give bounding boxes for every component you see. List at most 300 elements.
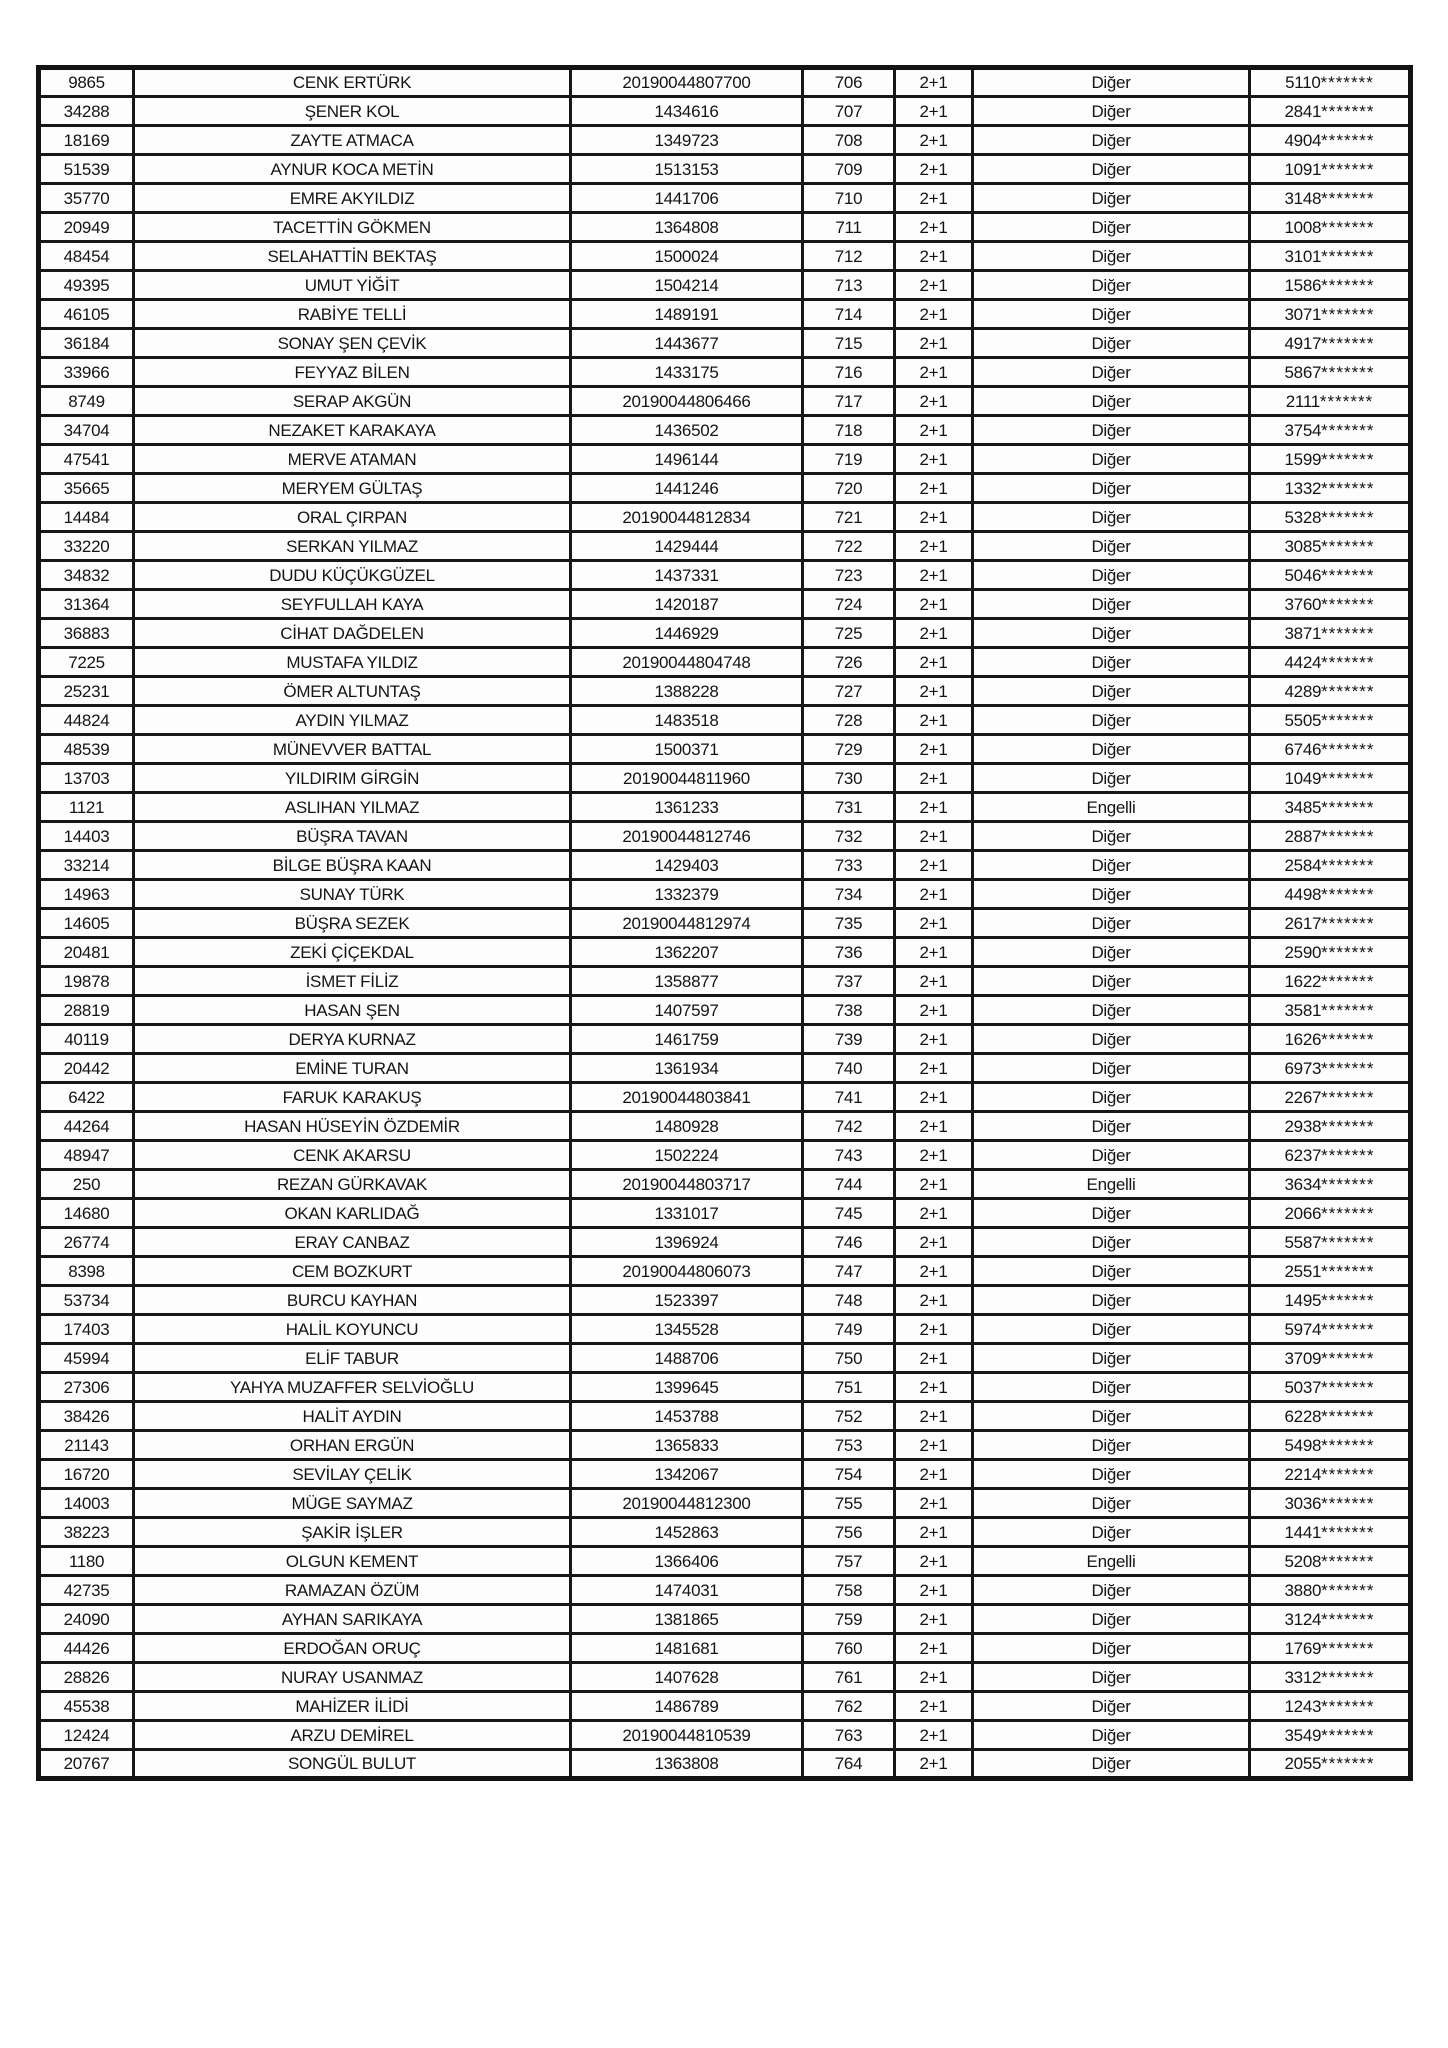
draw-order-cell: 720 bbox=[803, 474, 895, 503]
masked-id-cell: 4424******* bbox=[1250, 648, 1411, 677]
unit-type-cell: 2+1 bbox=[895, 1170, 973, 1199]
applicant-no-cell: 48454 bbox=[39, 242, 134, 271]
table-row bbox=[39, 1547, 1411, 1576]
application-no-cell: 1488706 bbox=[571, 1344, 803, 1373]
applicant-no-cell: 34704 bbox=[39, 416, 134, 445]
masked-digits: ******* bbox=[1321, 217, 1375, 237]
unit-type-cell: 2+1 bbox=[895, 242, 973, 271]
table-row bbox=[39, 474, 1411, 503]
applicant-no-cell: 27306 bbox=[39, 1373, 134, 1402]
masked-id-cell: 5498******* bbox=[1250, 1431, 1411, 1460]
application-no-cell: 1420187 bbox=[571, 590, 803, 619]
applicant-no-cell: 33220 bbox=[39, 532, 134, 561]
applicant-no-cell: 9865 bbox=[39, 68, 134, 97]
unit-type-cell: 2+1 bbox=[895, 1576, 973, 1605]
table-row bbox=[39, 358, 1411, 387]
masked-id-cell: 6746******* bbox=[1250, 735, 1411, 764]
application-no-cell: 1486789 bbox=[571, 1692, 803, 1721]
application-no-cell: 1500024 bbox=[571, 242, 803, 271]
unit-type-cell: 2+1 bbox=[895, 1141, 973, 1170]
applicant-name-cell: SEYFULLAH KAYA bbox=[134, 590, 571, 619]
draw-order-cell: 730 bbox=[803, 764, 895, 793]
unit-type-cell: 2+1 bbox=[895, 184, 973, 213]
draw-order-cell: 719 bbox=[803, 445, 895, 474]
category-cell: Diğer bbox=[973, 1692, 1250, 1721]
masked-id-cell: 3634******* bbox=[1250, 1170, 1411, 1199]
masked-id-cell: 3085******* bbox=[1250, 532, 1411, 561]
applicant-name-cell: MUSTAFA YILDIZ bbox=[134, 648, 571, 677]
application-no-cell: 1381865 bbox=[571, 1605, 803, 1634]
unit-type-cell: 2+1 bbox=[895, 1373, 973, 1402]
applicant-no-cell: 1180 bbox=[39, 1547, 134, 1576]
masked-digits: ******* bbox=[1321, 1203, 1375, 1223]
draw-order-cell: 709 bbox=[803, 155, 895, 184]
unit-type-cell: 2+1 bbox=[895, 1547, 973, 1576]
masked-id-cell: 1332******* bbox=[1250, 474, 1411, 503]
masked-digits: ******* bbox=[1321, 1493, 1375, 1513]
applicant-name-cell: SERAP AKGÜN bbox=[134, 387, 571, 416]
draw-order-cell: 721 bbox=[803, 503, 895, 532]
table-row bbox=[39, 1344, 1411, 1373]
masked-id-cell: 3754******* bbox=[1250, 416, 1411, 445]
application-no-cell: 1429444 bbox=[571, 532, 803, 561]
applicant-name-cell: MERYEM GÜLTAŞ bbox=[134, 474, 571, 503]
category-cell: Diğer bbox=[973, 184, 1250, 213]
draw-order-cell: 760 bbox=[803, 1634, 895, 1663]
masked-id-cell: 2111******* bbox=[1250, 387, 1411, 416]
applicant-no-cell: 28819 bbox=[39, 996, 134, 1025]
masked-id-cell: 5974******* bbox=[1250, 1315, 1411, 1344]
table-row bbox=[39, 590, 1411, 619]
applicant-no-cell: 24090 bbox=[39, 1605, 134, 1634]
applicant-no-cell: 6422 bbox=[39, 1083, 134, 1112]
category-cell: Diğer bbox=[973, 242, 1250, 271]
application-no-cell: 1407628 bbox=[571, 1663, 803, 1692]
table-row bbox=[39, 561, 1411, 590]
applicant-name-cell: OLGUN KEMENT bbox=[134, 1547, 571, 1576]
unit-type-cell: 2+1 bbox=[895, 300, 973, 329]
table-row bbox=[39, 648, 1411, 677]
category-cell: Diğer bbox=[973, 1663, 1250, 1692]
masked-id-cell: 3148******* bbox=[1250, 184, 1411, 213]
masked-id-cell: 3312******* bbox=[1250, 1663, 1411, 1692]
draw-order-cell: 755 bbox=[803, 1489, 895, 1518]
unit-type-cell: 2+1 bbox=[895, 271, 973, 300]
unit-type-cell: 2+1 bbox=[895, 764, 973, 793]
unit-type-cell: 2+1 bbox=[895, 590, 973, 619]
masked-id-cell: 2584******* bbox=[1250, 851, 1411, 880]
masked-id-cell: 2214******* bbox=[1250, 1460, 1411, 1489]
applicant-no-cell: 12424 bbox=[39, 1721, 134, 1750]
applicant-name-cell: MÜGE SAYMAZ bbox=[134, 1489, 571, 1518]
unit-type-cell: 2+1 bbox=[895, 213, 973, 242]
draw-order-cell: 752 bbox=[803, 1402, 895, 1431]
draw-order-cell: 764 bbox=[803, 1750, 895, 1779]
category-cell: Diğer bbox=[973, 1083, 1250, 1112]
unit-type-cell: 2+1 bbox=[895, 1025, 973, 1054]
table-row bbox=[39, 1228, 1411, 1257]
masked-digits: ******* bbox=[1321, 681, 1375, 701]
draw-order-cell: 741 bbox=[803, 1083, 895, 1112]
draw-order-cell: 759 bbox=[803, 1605, 895, 1634]
application-no-cell: 1441246 bbox=[571, 474, 803, 503]
category-cell: Diğer bbox=[973, 648, 1250, 677]
unit-type-cell: 2+1 bbox=[895, 851, 973, 880]
application-no-cell: 20190044812834 bbox=[571, 503, 803, 532]
application-no-cell: 1407597 bbox=[571, 996, 803, 1025]
unit-type-cell: 2+1 bbox=[895, 1605, 973, 1634]
applicant-no-cell: 20442 bbox=[39, 1054, 134, 1083]
draw-order-cell: 711 bbox=[803, 213, 895, 242]
masked-digits: ******* bbox=[1321, 1319, 1375, 1339]
unit-type-cell: 2+1 bbox=[895, 1083, 973, 1112]
application-no-cell: 1364808 bbox=[571, 213, 803, 242]
masked-digits: ******* bbox=[1321, 1609, 1375, 1629]
unit-type-cell: 2+1 bbox=[895, 1634, 973, 1663]
masked-digits: ******* bbox=[1321, 536, 1375, 556]
masked-digits: ******* bbox=[1321, 942, 1375, 962]
masked-digits: ******* bbox=[1321, 1551, 1375, 1571]
category-cell: Diğer bbox=[973, 1025, 1250, 1054]
application-no-cell: 1480928 bbox=[571, 1112, 803, 1141]
application-no-cell: 20190044812300 bbox=[571, 1489, 803, 1518]
applicant-name-cell: SEVİLAY ÇELİK bbox=[134, 1460, 571, 1489]
applicant-name-cell: FARUK KARAKUŞ bbox=[134, 1083, 571, 1112]
unit-type-cell: 2+1 bbox=[895, 967, 973, 996]
application-no-cell: 1446929 bbox=[571, 619, 803, 648]
table-row bbox=[39, 1170, 1411, 1199]
masked-digits: ******* bbox=[1321, 913, 1375, 933]
unit-type-cell: 2+1 bbox=[895, 68, 973, 97]
category-cell: Diğer bbox=[973, 735, 1250, 764]
masked-id-cell: 1441******* bbox=[1250, 1518, 1411, 1547]
masked-id-cell: 4917******* bbox=[1250, 329, 1411, 358]
application-no-cell: 1474031 bbox=[571, 1576, 803, 1605]
table-row bbox=[39, 1141, 1411, 1170]
masked-digits: ******* bbox=[1321, 971, 1375, 991]
applicant-no-cell: 53734 bbox=[39, 1286, 134, 1315]
applicant-no-cell: 46105 bbox=[39, 300, 134, 329]
applicant-name-cell: ARZU DEMİREL bbox=[134, 1721, 571, 1750]
draw-order-cell: 748 bbox=[803, 1286, 895, 1315]
applicant-name-cell: ASLIHAN YILMAZ bbox=[134, 793, 571, 822]
applicant-name-cell: RABİYE TELLİ bbox=[134, 300, 571, 329]
applicant-name-cell: HALİT AYDIN bbox=[134, 1402, 571, 1431]
draw-order-cell: 745 bbox=[803, 1199, 895, 1228]
category-cell: Diğer bbox=[973, 619, 1250, 648]
unit-type-cell: 2+1 bbox=[895, 416, 973, 445]
draw-order-cell: 713 bbox=[803, 271, 895, 300]
application-no-cell: 1363808 bbox=[571, 1750, 803, 1779]
masked-id-cell: 5046******* bbox=[1250, 561, 1411, 590]
applicant-no-cell: 44824 bbox=[39, 706, 134, 735]
application-no-cell: 1452863 bbox=[571, 1518, 803, 1547]
applicant-no-cell: 51539 bbox=[39, 155, 134, 184]
table-row bbox=[39, 532, 1411, 561]
table-row bbox=[39, 793, 1411, 822]
masked-id-cell: 1008******* bbox=[1250, 213, 1411, 242]
unit-type-cell: 2+1 bbox=[895, 1518, 973, 1547]
unit-type-cell: 2+1 bbox=[895, 1721, 973, 1750]
table-row bbox=[39, 909, 1411, 938]
category-cell: Diğer bbox=[973, 938, 1250, 967]
application-no-cell: 1396924 bbox=[571, 1228, 803, 1257]
table-row bbox=[39, 822, 1411, 851]
masked-digits: ******* bbox=[1321, 362, 1375, 382]
masked-digits: ******* bbox=[1321, 275, 1375, 295]
table-row bbox=[39, 329, 1411, 358]
category-cell: Diğer bbox=[973, 1518, 1250, 1547]
masked-digits: ******* bbox=[1321, 1667, 1375, 1687]
applicant-no-cell: 44426 bbox=[39, 1634, 134, 1663]
draw-order-cell: 740 bbox=[803, 1054, 895, 1083]
draw-order-cell: 717 bbox=[803, 387, 895, 416]
applicant-no-cell: 1121 bbox=[39, 793, 134, 822]
table-row bbox=[39, 1083, 1411, 1112]
masked-id-cell: 1243******* bbox=[1250, 1692, 1411, 1721]
applicant-no-cell: 13703 bbox=[39, 764, 134, 793]
application-no-cell: 20190044806073 bbox=[571, 1257, 803, 1286]
application-no-cell: 20190044804748 bbox=[571, 648, 803, 677]
unit-type-cell: 2+1 bbox=[895, 1431, 973, 1460]
application-no-cell: 1349723 bbox=[571, 126, 803, 155]
application-no-cell: 1496144 bbox=[571, 445, 803, 474]
draw-order-cell: 763 bbox=[803, 1721, 895, 1750]
masked-id-cell: 2055******* bbox=[1250, 1750, 1411, 1779]
application-no-cell: 1504214 bbox=[571, 271, 803, 300]
draw-order-cell: 718 bbox=[803, 416, 895, 445]
draw-order-cell: 726 bbox=[803, 648, 895, 677]
table-row bbox=[39, 503, 1411, 532]
category-cell: Diğer bbox=[973, 271, 1250, 300]
masked-id-cell: 3871******* bbox=[1250, 619, 1411, 648]
application-no-cell: 1358877 bbox=[571, 967, 803, 996]
draw-order-cell: 728 bbox=[803, 706, 895, 735]
draw-order-cell: 710 bbox=[803, 184, 895, 213]
masked-digits: ******* bbox=[1321, 304, 1375, 324]
table-row bbox=[39, 1692, 1411, 1721]
application-no-cell: 20190044803717 bbox=[571, 1170, 803, 1199]
category-cell: Diğer bbox=[973, 1199, 1250, 1228]
table-row bbox=[39, 996, 1411, 1025]
table-row bbox=[39, 155, 1411, 184]
masked-id-cell: 1626******* bbox=[1250, 1025, 1411, 1054]
applicant-no-cell: 14680 bbox=[39, 1199, 134, 1228]
applicant-name-cell: CİHAT DAĞDELEN bbox=[134, 619, 571, 648]
unit-type-cell: 2+1 bbox=[895, 126, 973, 155]
applicant-no-cell: 48947 bbox=[39, 1141, 134, 1170]
masked-id-cell: 3581******* bbox=[1250, 996, 1411, 1025]
table-row bbox=[39, 735, 1411, 764]
application-no-cell: 1433175 bbox=[571, 358, 803, 387]
application-no-cell: 1523397 bbox=[571, 1286, 803, 1315]
masked-digits: ******* bbox=[1321, 884, 1375, 904]
applicant-no-cell: 16720 bbox=[39, 1460, 134, 1489]
applicant-no-cell: 38426 bbox=[39, 1402, 134, 1431]
unit-type-cell: 2+1 bbox=[895, 445, 973, 474]
masked-digits: ******* bbox=[1321, 1029, 1375, 1049]
category-cell: Diğer bbox=[973, 1489, 1250, 1518]
table-row bbox=[39, 1663, 1411, 1692]
table-row bbox=[39, 1721, 1411, 1750]
category-cell: Diğer bbox=[973, 532, 1250, 561]
draw-order-cell: 762 bbox=[803, 1692, 895, 1721]
category-cell: Diğer bbox=[973, 1431, 1250, 1460]
masked-digits: ******* bbox=[1321, 826, 1375, 846]
application-no-cell: 1481681 bbox=[571, 1634, 803, 1663]
applicant-name-cell: MÜNEVVER BATTAL bbox=[134, 735, 571, 764]
category-cell: Diğer bbox=[973, 822, 1250, 851]
draw-order-cell: 743 bbox=[803, 1141, 895, 1170]
table-row bbox=[39, 1402, 1411, 1431]
applicant-name-cell: FEYYAZ BİLEN bbox=[134, 358, 571, 387]
masked-id-cell: 3101******* bbox=[1250, 242, 1411, 271]
unit-type-cell: 2+1 bbox=[895, 1750, 973, 1779]
masked-id-cell: 2617******* bbox=[1250, 909, 1411, 938]
applicant-name-cell: HASAN ŞEN bbox=[134, 996, 571, 1025]
application-no-cell: 20190044812746 bbox=[571, 822, 803, 851]
table-row bbox=[39, 1460, 1411, 1489]
draw-order-cell: 746 bbox=[803, 1228, 895, 1257]
masked-digits: ******* bbox=[1321, 159, 1375, 179]
applicant-name-cell: HALİL KOYUNCU bbox=[134, 1315, 571, 1344]
unit-type-cell: 2+1 bbox=[895, 329, 973, 358]
applicant-no-cell: 34832 bbox=[39, 561, 134, 590]
unit-type-cell: 2+1 bbox=[895, 706, 973, 735]
table-row bbox=[39, 1634, 1411, 1663]
draw-order-cell: 729 bbox=[803, 735, 895, 764]
applicant-name-cell: TACETTİN GÖKMEN bbox=[134, 213, 571, 242]
masked-id-cell: 4289******* bbox=[1250, 677, 1411, 706]
masked-digits: ******* bbox=[1321, 652, 1375, 672]
applicant-name-cell: EMİNE TURAN bbox=[134, 1054, 571, 1083]
masked-digits: ******* bbox=[1321, 1174, 1375, 1194]
table-row bbox=[39, 387, 1411, 416]
applicant-name-cell: YILDIRIM GİRGİN bbox=[134, 764, 571, 793]
application-no-cell: 1434616 bbox=[571, 97, 803, 126]
application-no-cell: 1489191 bbox=[571, 300, 803, 329]
application-no-cell: 20190044812974 bbox=[571, 909, 803, 938]
masked-id-cell: 5587******* bbox=[1250, 1228, 1411, 1257]
application-no-cell: 20190044810539 bbox=[571, 1721, 803, 1750]
table-row bbox=[39, 1286, 1411, 1315]
draw-order-cell: 738 bbox=[803, 996, 895, 1025]
category-cell: Diğer bbox=[973, 1054, 1250, 1083]
applicant-name-cell: BÜŞRA SEZEK bbox=[134, 909, 571, 938]
masked-digits: ******* bbox=[1321, 1348, 1375, 1368]
application-no-cell: 1399645 bbox=[571, 1373, 803, 1402]
category-cell: Diğer bbox=[973, 358, 1250, 387]
category-cell: Diğer bbox=[973, 155, 1250, 184]
unit-type-cell: 2+1 bbox=[895, 619, 973, 648]
category-cell: Engelli bbox=[973, 793, 1250, 822]
category-cell: Diğer bbox=[973, 97, 1250, 126]
table-row bbox=[39, 300, 1411, 329]
application-no-cell: 20190044811960 bbox=[571, 764, 803, 793]
applicant-name-cell: ERAY CANBAZ bbox=[134, 1228, 571, 1257]
applicant-name-cell: CENK ERTÜRK bbox=[134, 68, 571, 97]
masked-digits: ******* bbox=[1321, 1754, 1375, 1773]
unit-type-cell: 2+1 bbox=[895, 474, 973, 503]
applicant-no-cell: 19878 bbox=[39, 967, 134, 996]
applicant-no-cell: 40119 bbox=[39, 1025, 134, 1054]
category-cell: Diğer bbox=[973, 1460, 1250, 1489]
applicant-no-cell: 20949 bbox=[39, 213, 134, 242]
draw-order-cell: 756 bbox=[803, 1518, 895, 1547]
draw-order-cell: 742 bbox=[803, 1112, 895, 1141]
category-cell: Diğer bbox=[973, 126, 1250, 155]
applicant-no-cell: 36883 bbox=[39, 619, 134, 648]
unit-type-cell: 2+1 bbox=[895, 1692, 973, 1721]
masked-digits: ******* bbox=[1321, 1116, 1375, 1136]
masked-id-cell: 1769******* bbox=[1250, 1634, 1411, 1663]
applicant-name-cell: NEZAKET KARAKAYA bbox=[134, 416, 571, 445]
draw-order-cell: 739 bbox=[803, 1025, 895, 1054]
application-no-cell: 1453788 bbox=[571, 1402, 803, 1431]
draw-order-cell: 724 bbox=[803, 590, 895, 619]
category-cell: Diğer bbox=[973, 416, 1250, 445]
category-cell: Engelli bbox=[973, 1547, 1250, 1576]
applicant-name-cell: AYDIN YILMAZ bbox=[134, 706, 571, 735]
table-row bbox=[39, 213, 1411, 242]
category-cell: Diğer bbox=[973, 851, 1250, 880]
category-cell: Diğer bbox=[973, 1315, 1250, 1344]
applicant-name-cell: AYHAN SARIKAYA bbox=[134, 1605, 571, 1634]
masked-id-cell: 6973******* bbox=[1250, 1054, 1411, 1083]
category-cell: Diğer bbox=[973, 1750, 1250, 1779]
applicant-name-cell: HASAN HÜSEYİN ÖZDEMİR bbox=[134, 1112, 571, 1141]
applicant-name-cell: SONGÜL BULUT bbox=[134, 1750, 571, 1779]
applicant-name-cell: NURAY USANMAZ bbox=[134, 1663, 571, 1692]
applicant-no-cell: 20481 bbox=[39, 938, 134, 967]
category-cell: Diğer bbox=[973, 1634, 1250, 1663]
applicant-name-cell: MERVE ATAMAN bbox=[134, 445, 571, 474]
application-no-cell: 1366406 bbox=[571, 1547, 803, 1576]
application-no-cell: 1345528 bbox=[571, 1315, 803, 1344]
application-no-cell: 1483518 bbox=[571, 706, 803, 735]
masked-digits: ******* bbox=[1321, 1290, 1375, 1310]
unit-type-cell: 2+1 bbox=[895, 1054, 973, 1083]
masked-digits: ******* bbox=[1321, 797, 1375, 817]
draw-order-cell: 750 bbox=[803, 1344, 895, 1373]
applicant-no-cell: 49395 bbox=[39, 271, 134, 300]
category-cell: Diğer bbox=[973, 474, 1250, 503]
masked-digits: ******* bbox=[1321, 855, 1375, 875]
category-cell: Diğer bbox=[973, 1373, 1250, 1402]
draw-order-cell: 712 bbox=[803, 242, 895, 271]
masked-digits: ******* bbox=[1321, 1435, 1375, 1455]
table-row bbox=[39, 1112, 1411, 1141]
draw-order-cell: 735 bbox=[803, 909, 895, 938]
applicant-no-cell: 33966 bbox=[39, 358, 134, 387]
masked-digits: ******* bbox=[1321, 1696, 1375, 1716]
masked-id-cell: 5867******* bbox=[1250, 358, 1411, 387]
unit-type-cell: 2+1 bbox=[895, 822, 973, 851]
application-no-cell: 1500371 bbox=[571, 735, 803, 764]
masked-id-cell: 5208******* bbox=[1250, 1547, 1411, 1576]
masked-digits: ******* bbox=[1321, 420, 1375, 440]
draw-order-cell: 744 bbox=[803, 1170, 895, 1199]
category-cell: Diğer bbox=[973, 590, 1250, 619]
category-cell: Diğer bbox=[973, 967, 1250, 996]
unit-type-cell: 2+1 bbox=[895, 996, 973, 1025]
masked-digits: ******* bbox=[1321, 101, 1375, 121]
table-row bbox=[39, 126, 1411, 155]
applicant-no-cell: 8398 bbox=[39, 1257, 134, 1286]
table-row bbox=[39, 938, 1411, 967]
applicant-no-cell: 250 bbox=[39, 1170, 134, 1199]
draw-order-cell: 758 bbox=[803, 1576, 895, 1605]
